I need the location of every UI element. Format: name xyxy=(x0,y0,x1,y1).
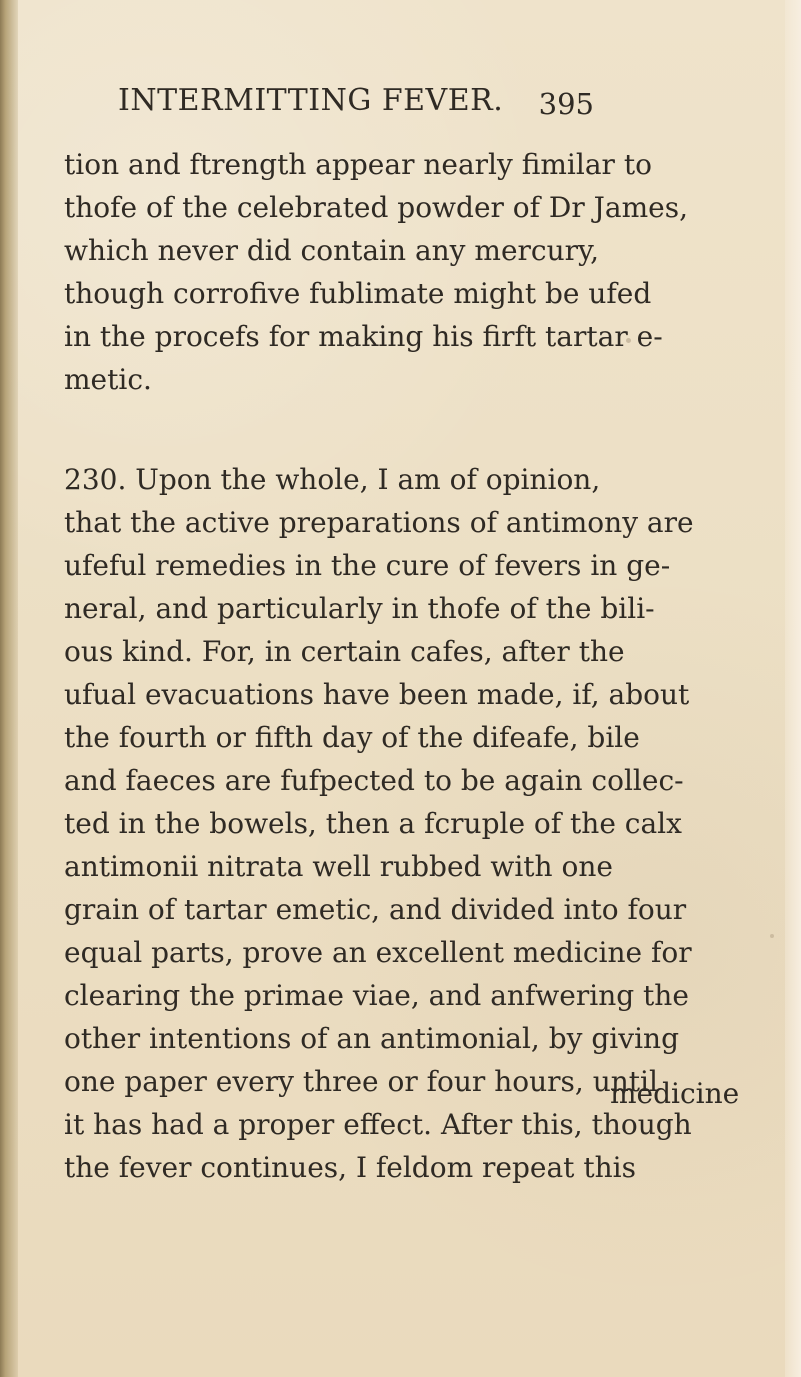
text-line: and faeces are fufpected to be again collec- xyxy=(64,764,684,797)
text-line: the fourth or fifth day of the difeafe, bile xyxy=(64,721,640,754)
text-line: other intentions of an antimonial, by giving xyxy=(64,1022,679,1055)
paragraph-gap xyxy=(64,401,759,458)
running-head: INTERMITTING FEVER. xyxy=(118,83,504,118)
right-page-edge xyxy=(785,0,801,1377)
text-line: the fever continues, I feldom repeat this xyxy=(64,1151,636,1184)
text-line: ous kind. For, in certain cafes, after the xyxy=(64,635,625,668)
text-line: clearing the primae viae, and anfwering the xyxy=(64,979,689,1012)
text-line: which never did contain any mercury, xyxy=(64,234,600,267)
text-line: one paper every three or four hours, until xyxy=(64,1065,658,1098)
text-line: equal parts, prove an excellent medicine for xyxy=(64,936,692,969)
text-line: 230. Upon the whole, I am of opinion, xyxy=(64,463,601,496)
text-line: though corrofive fublimate might be ufed xyxy=(64,277,652,310)
page-number: 395 xyxy=(538,87,594,121)
left-page-edge xyxy=(0,0,18,1377)
text-line: antimonii nitrata well rubbed with one xyxy=(64,850,613,883)
paper-spot xyxy=(770,934,774,938)
text-line: neral, and particularly in thofe of the bili- xyxy=(64,592,655,625)
text-line: it has had a proper effect. After this, though xyxy=(64,1108,692,1141)
text-line: ufual evacuations have been made, if, about xyxy=(64,678,690,711)
page-header xyxy=(118,83,594,129)
body-text xyxy=(64,143,759,1189)
text-line: ufeful remedies in the cure of fevers in ge- xyxy=(64,549,671,582)
catchword: medicine xyxy=(610,1077,740,1110)
text-line: ted in the bowels, then a fcruple of the calx xyxy=(64,807,682,840)
text-line: grain of tartar emetic, and divided into four xyxy=(64,893,687,926)
text-line: that the active preparations of antimony are xyxy=(64,506,694,539)
text-line: in the procefs for making his firft tartar e- xyxy=(64,320,663,353)
text-line: thofe of the celebrated powder of Dr James, xyxy=(64,191,688,224)
text-line: metic. xyxy=(64,363,152,396)
text-line: tion and ftrength appear nearly fimilar to xyxy=(64,148,652,181)
